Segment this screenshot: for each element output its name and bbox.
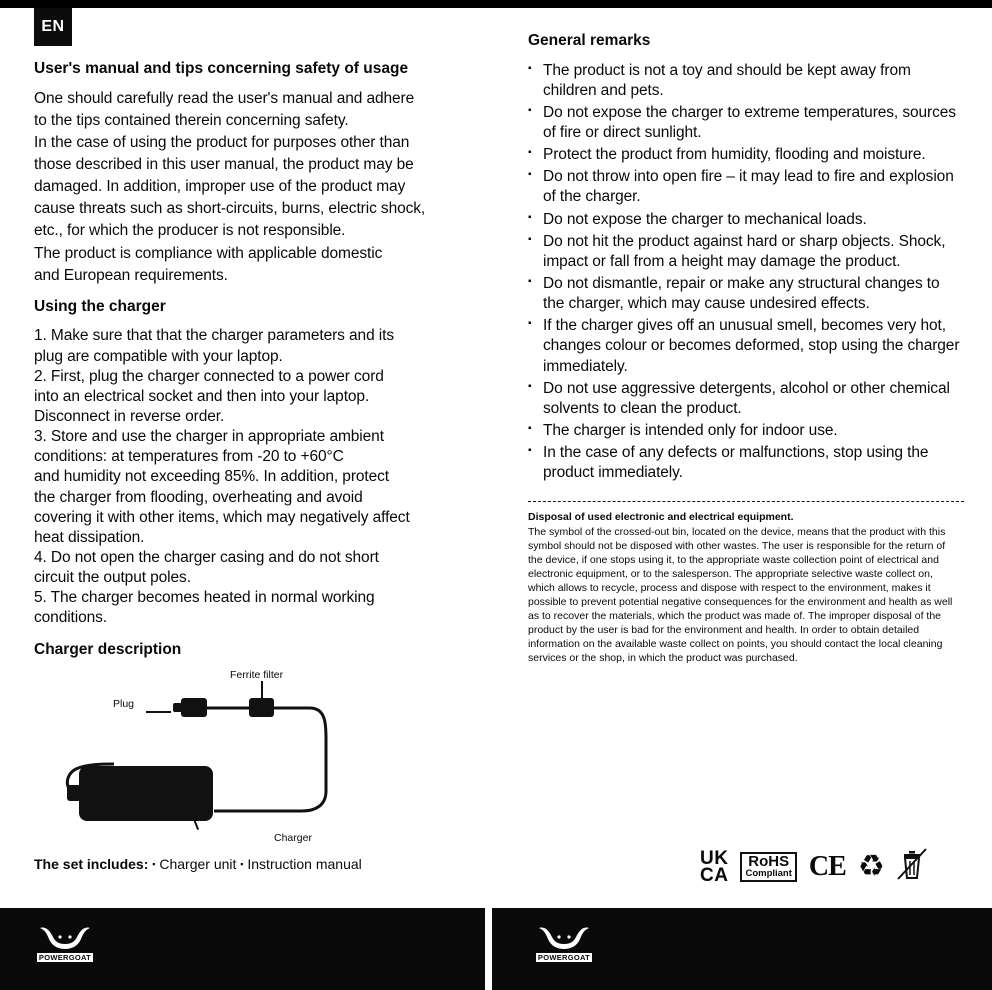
bullet-icon: ▪ (152, 859, 156, 869)
section-heading-charger-description: Charger description (34, 640, 182, 658)
list-item: ▪ Do not expose the charger to extreme temperatures, sources of fire or direct sunlight. (528, 103, 964, 143)
ferrite-filter-graphic (249, 698, 274, 717)
section-heading-manual: User's manual and tips concerning safety of usage (34, 60, 409, 77)
list-item: ▪ Do not throw into open fire – it may lead to fire and explosion of the charger. (528, 167, 964, 207)
charger-brick-graphic (79, 766, 213, 821)
ukca-line-1: UK (700, 847, 729, 869)
language-badge: EN (34, 8, 72, 46)
set-includes-item: Charger unit (159, 856, 237, 872)
bullet-icon: ▪ (240, 859, 244, 869)
section-heading-using-charger: Using the charger (34, 297, 166, 315)
ce-mark: CE (808, 851, 846, 882)
brand-logo-left (22, 925, 108, 962)
list-item: ▪ Do not dismantle, repair or make any structural changes to the charger, which may cause undesired effects. (528, 274, 964, 314)
manual-line: damaged. In addition, improper use of the product may (34, 178, 406, 196)
recycle-icon: ♻ (857, 850, 885, 883)
list-item: ▪ Do not expose the charger to mechanical loads. (528, 210, 964, 230)
step-line: 5. The charger becomes heated in normal working (34, 589, 375, 607)
ferrite-leader-line (261, 681, 263, 698)
certification-marks (700, 848, 927, 886)
plug-leader-line (146, 711, 171, 713)
step-line: Disconnect in reverse order. (34, 408, 225, 426)
band-fold-gap (485, 908, 492, 990)
manual-line: and European requirements. (34, 266, 228, 284)
ukca-mark (700, 847, 729, 886)
rohs-line-2: Compliant (745, 868, 792, 880)
disposal-text: The symbol of the crossed-out bin, located on the device, means that the product with this symbol should not be disposed with other wastes. The user is responsible for the return of the device, if one stops using it, to the appropriate waste collection point of electrical and electronic equipment, or to the salesperson. The appropriate selective waste collect on, which allows to recycle, process and dispose with respect to the environment, makes it possible to prevent potential negative consequences for the environment and health as well as to recover the materials, which the product was made of. The improper disposal of the product by the user is bad for the environment and health. In order to obtain detailed information on the available waste collect on points, you should contact the local cleaning services or the shop, in which the product was purchased. (528, 526, 953, 664)
step-line: circuit the output poles. (34, 569, 191, 587)
step-line: plug are compatible with your laptop. (34, 347, 283, 365)
section-heading-general-remarks: General remarks (528, 32, 651, 49)
manual-paragraphs (34, 89, 484, 286)
diagram-label-charger: Charger (274, 832, 312, 845)
list-item: ▪ Protect the product from humidity, flooding and moisture. (528, 145, 964, 165)
ukca-line-2: CA (700, 865, 729, 886)
step-line: heat dissipation. (34, 528, 145, 546)
diagram-label-plug: Plug (113, 698, 135, 711)
step-line: and humidity not exceeding 85%. In addition, protect (34, 468, 389, 486)
goat-horns-icon (36, 925, 94, 951)
brand-logo-right (521, 925, 607, 962)
crossed-out-bin-glyph (897, 848, 927, 880)
rohs-line-1: RoHS (748, 853, 790, 871)
goat-horns-icon (535, 925, 593, 951)
step-line: 2. First, plug the charger connected to a power cord (34, 367, 384, 385)
manual-line: The product is compliance with applicable domestic (34, 244, 383, 262)
set-includes-item: Instruction manual (247, 856, 362, 872)
disposal-notice (528, 511, 960, 666)
manual-line: cause threats such as short-circuits, burns, electric shock, (34, 200, 426, 218)
list-item: ▪ Do not use aggressive detergents, alcohol or other chemical solvents to clean the product. (528, 379, 964, 419)
step-line: conditions. (34, 609, 108, 627)
top-black-band (0, 0, 992, 8)
list-item: ▪ In the case of any defects or malfunctions, stop using the product immediately. (528, 443, 964, 483)
step-line: into an electrical socket and then into your laptop. (34, 387, 370, 405)
disposal-title: Disposal of used electronic and electrical equipment. (528, 511, 794, 524)
left-column (34, 60, 484, 854)
general-remarks-list (528, 61, 964, 484)
set-includes (34, 856, 362, 872)
list-item: ▪ Do not hit the product against hard or sharp objects. Shock, impact or fall from a height may damage the product. (528, 232, 964, 272)
step-line: the charger from flooding, overheating and avoid (34, 488, 363, 506)
step-line: 4. Do not open the charger casing and do not short (34, 549, 379, 566)
manual-line: One should carefully read the user's manual and adhere (34, 89, 415, 107)
manual-line: etc., for which the producer is not responsible. (34, 222, 346, 240)
brand-name: POWERGOAT (38, 953, 92, 962)
list-item: ▪ If the charger gives off an unusual smell, becomes very hot, changes colour or becomes deformed, stop using the charger immediately. (528, 316, 964, 376)
crossed-out-bin-icon (897, 848, 927, 886)
step-line: 1. Make sure that that the charger parameters and its (34, 327, 395, 345)
right-column (528, 32, 964, 666)
diagram-label-ferrite-filter: Ferrite filter (230, 669, 284, 682)
manual-line: In the case of using the product for purposes other than (34, 133, 410, 151)
dashed-divider (528, 501, 964, 502)
list-item: ▪ The product is not a toy and should be kept away from children and pets. (528, 61, 964, 101)
bottom-black-band (0, 908, 992, 990)
cable-path-graphic (34, 669, 484, 854)
using-charger-steps (34, 326, 484, 628)
charger-diagram (34, 669, 484, 854)
step-line: conditions: at temperatures from -20 to +60°C (34, 448, 344, 466)
step-line: covering it with other items, which may negatively affect (34, 508, 410, 526)
list-item: ▪ The charger is intended only for indoor use. (528, 421, 964, 441)
manual-line: those described in this user manual, the product may be (34, 156, 414, 174)
manual-line: to the tips contained therein concerning safety. (34, 111, 349, 129)
set-includes-label: The set includes: (34, 856, 149, 872)
brand-name: POWERGOAT (537, 953, 591, 962)
plug-body-graphic (181, 698, 207, 717)
rohs-mark (740, 852, 796, 882)
step-line: 3. Store and use the charger in appropriate ambient (34, 428, 384, 446)
